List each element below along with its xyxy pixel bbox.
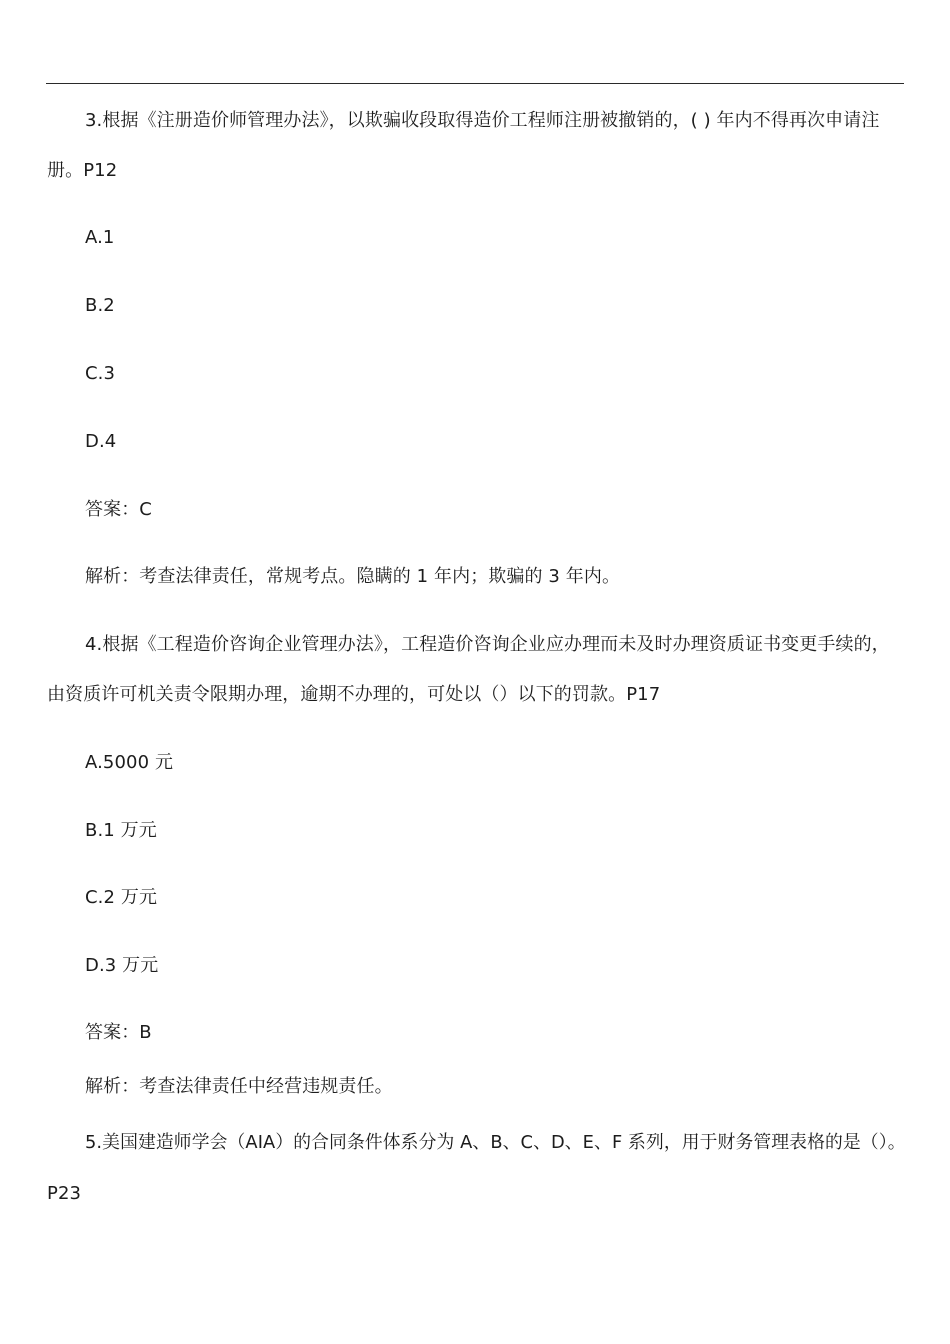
question-4-option-d: D.3 万元 xyxy=(85,955,159,976)
question-3-option-d: D.4 xyxy=(85,431,117,452)
question-4-option-b: B.1 万元 xyxy=(85,820,157,841)
question-4-stem-line2: 由资质许可机关责令限期办理，逾期不办理的，可处以（）以下的罚款。P17 xyxy=(47,684,661,705)
question-3-stem-line2: 册。P12 xyxy=(47,160,118,181)
question-3-option-b: B.2 xyxy=(85,295,115,316)
question-5-stem-line1: 5.美国建造师学会（AIA）的合同条件体系分为 A、B、C、D、E、F 系列，用于财务管理表格的是（）。 xyxy=(85,1132,906,1153)
question-3-analysis: 解析：考查法律责任，常规考点。隐瞒的 1 年内；欺骗的 3 年内。 xyxy=(85,566,621,587)
question-4-answer: 答案：B xyxy=(85,1022,152,1043)
question-5-stem-line2: P23 xyxy=(47,1183,82,1204)
question-3-option-c: C.3 xyxy=(85,363,116,384)
question-4-analysis: 解析：考查法律责任中经营违规责任。 xyxy=(85,1076,393,1097)
question-4-option-c: C.2 万元 xyxy=(85,887,158,908)
question-3-option-a: A.1 xyxy=(85,227,115,248)
header-rule xyxy=(46,83,904,84)
question-4-option-a: A.5000 元 xyxy=(85,752,174,773)
question-3-answer: 答案：C xyxy=(85,499,152,520)
question-3-stem-line1: 3.根据《注册造价师管理办法》，以欺骗收段取得造价工程师注册被撤销的，( ) 年内不得再次申请注 xyxy=(85,110,880,131)
question-4-stem-line1: 4.根据《工程造价咨询企业管理办法》，工程造价咨询企业应办理而未及时办理资质证书变更手续的， xyxy=(85,634,890,655)
